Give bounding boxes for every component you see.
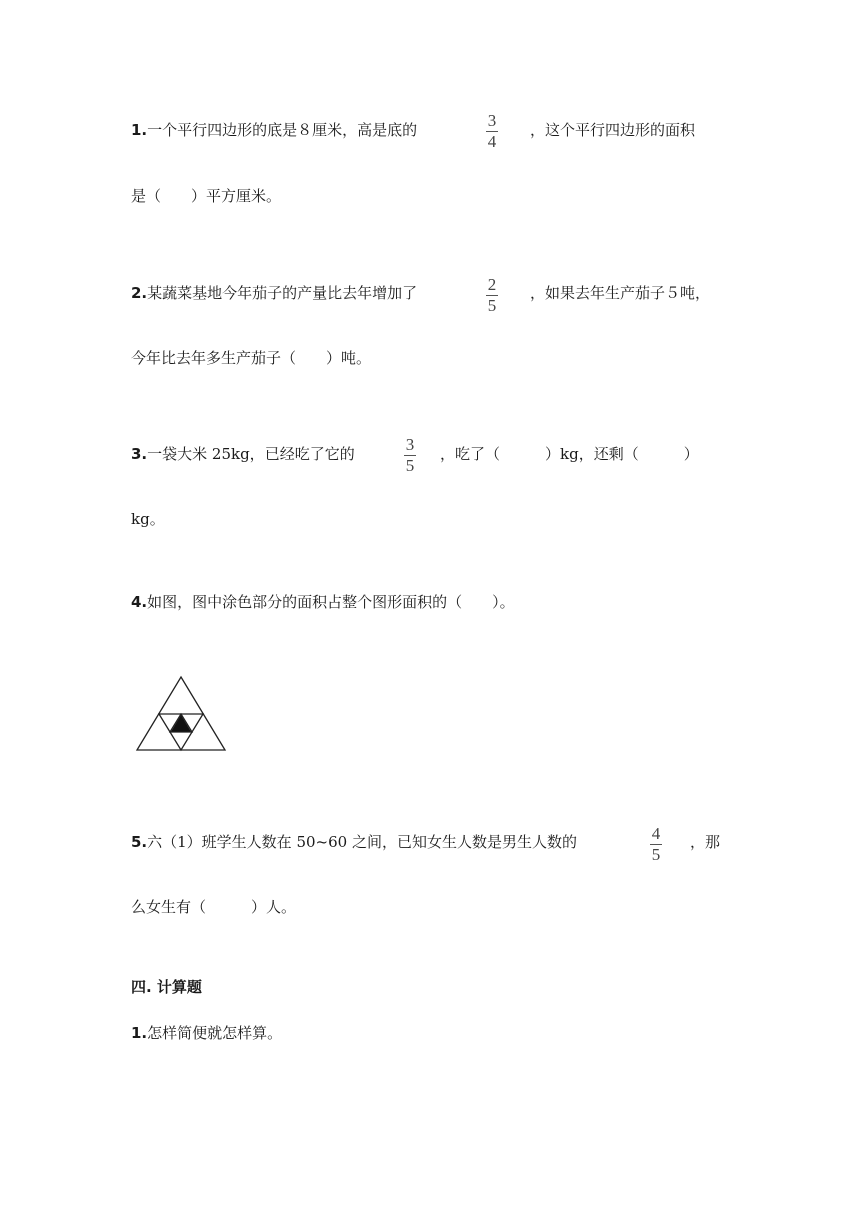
question-3-line-1-tail xyxy=(440,444,699,464)
question-2-line-1-tail xyxy=(530,283,710,303)
question-number: 4. xyxy=(131,593,148,611)
fraction-two-fifths xyxy=(486,276,498,315)
question-5-line-2 xyxy=(131,897,296,917)
triangle-figure xyxy=(134,674,228,754)
question-text: ，那 xyxy=(690,833,721,851)
item-number: 1. xyxy=(131,1024,148,1042)
item-text: 怎样简便就怎样算。 xyxy=(147,1024,283,1042)
question-2-line-2 xyxy=(131,348,371,368)
question-text: 是（ ）平方厘米。 xyxy=(131,187,282,205)
question-text: ，吃了（ ）kg，还剩（ ） xyxy=(440,445,699,463)
fraction-three-fifths xyxy=(404,436,416,475)
fraction-numerator: 3 xyxy=(405,435,415,454)
fraction-numerator: 4 xyxy=(651,824,661,843)
question-2-line-1 xyxy=(131,283,417,303)
question-5-line-1-tail xyxy=(690,832,720,852)
fraction-three-quarters xyxy=(486,112,498,151)
question-4-line-1 xyxy=(131,592,515,612)
fraction-denominator: 5 xyxy=(487,296,497,315)
fraction-numerator: 2 xyxy=(487,275,497,294)
question-text: kg。 xyxy=(131,510,165,528)
question-3-line-1 xyxy=(131,444,355,464)
fraction-denominator: 5 xyxy=(651,845,661,864)
question-number: 5. xyxy=(131,833,148,851)
question-text: ，如果去年生产茄子５吨， xyxy=(530,284,711,302)
question-text: 一个平行四边形的底是８厘米，高是底的 xyxy=(147,121,418,139)
question-5-line-1 xyxy=(131,832,577,852)
fraction-numerator: 3 xyxy=(487,111,497,130)
question-text: 一袋大米 25kg，已经吃了它的 xyxy=(147,445,355,463)
question-number: 2. xyxy=(131,284,148,302)
section-item-1 xyxy=(131,1023,282,1043)
question-1-line-2 xyxy=(131,186,281,206)
fraction-denominator: 5 xyxy=(405,456,415,475)
question-text: 六（1）班学生人数在 50~60 之间，已知女生人数是男生人数的 xyxy=(147,833,577,851)
question-number: 1. xyxy=(131,121,148,139)
question-3-line-2 xyxy=(131,509,165,529)
question-1-line-1 xyxy=(131,120,417,140)
question-1-line-1-tail xyxy=(530,120,695,140)
fraction-four-fifths xyxy=(650,825,662,864)
question-text: 某蔬菜基地今年茄子的产量比去年增加了 xyxy=(147,284,418,302)
fraction-denominator: 4 xyxy=(487,132,497,151)
question-number: 3. xyxy=(131,445,148,463)
question-text: 今年比去年多生产茄子（ ）吨。 xyxy=(131,349,372,367)
section-heading: 四. 计算题 xyxy=(131,978,202,996)
question-text: ，这个平行四边形的面积 xyxy=(530,121,696,139)
question-text: 么女生有（ ）人。 xyxy=(131,898,297,916)
question-text: 如图，图中涂色部分的面积占整个图形面积的（ ）。 xyxy=(147,593,515,611)
